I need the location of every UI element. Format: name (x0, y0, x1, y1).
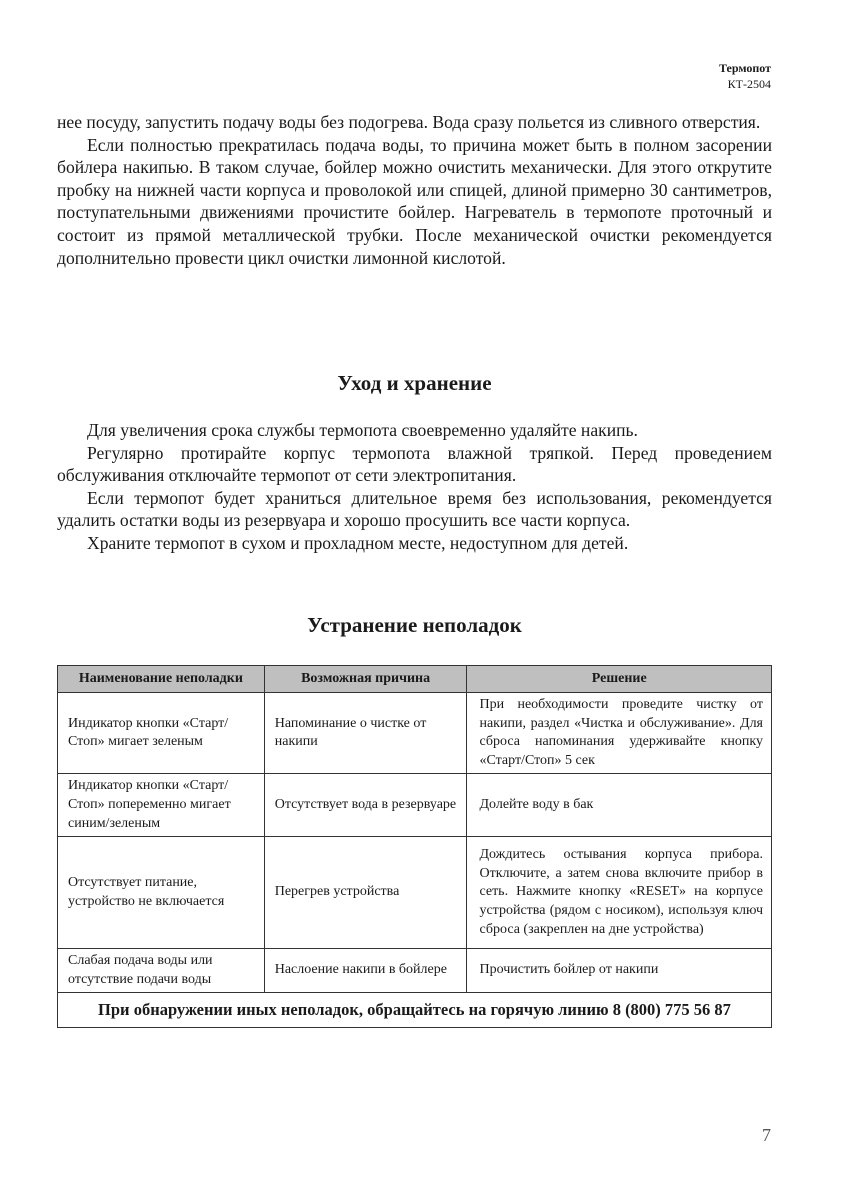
page-header (719, 60, 771, 92)
intro-paragraph-1: нее посуду, запустить подачу воды без подогрева. Вода сразу польется из сливного отверстия. (57, 112, 761, 132)
solution-cell: Дождитесь остывания корпуса прибора. Отключите, а затем снова включите прибор в сеть. Нажмите кнопку «RESET» на корпусе устройства (рядом с носиком), используя ключ сброса (закреплен на дне устройства) (467, 837, 772, 949)
cause-cell: Перегрев устройства (264, 837, 467, 949)
table-row (58, 837, 772, 949)
fault-cell: Индикатор кнопки «Старт/Стоп» мигает зеленым (58, 693, 265, 774)
table-row (58, 774, 772, 837)
cause-cell: Наслоение накипи в бойлере (264, 949, 467, 993)
hotline-note: При обнаружении иных неполадок, обращайтесь на горячую линию 8 (800) 775 56 87 (58, 993, 772, 1028)
header-product-name: Термопот (718, 61, 771, 75)
intro-text (57, 111, 772, 269)
page-number: 7 (762, 1125, 771, 1145)
fault-cell: Отсутствует питание, устройство не включается (58, 837, 265, 949)
care-paragraph-3: Если термопот будет храниться длительное время без использования, рекомендуется удалить остатки воды из резервуара и хорошо просушить все части корпуса. (57, 487, 772, 531)
table-row (58, 693, 772, 774)
header-model-code: КТ-2504 (727, 77, 771, 91)
fault-cell: Слабая подача воды или отсутствие подачи воды (58, 949, 265, 993)
intro-paragraph-2: Если полностью прекратилась подача воды, то причина может быть в полном засорении бойлера накипью. В таком случае, бойлер можно очистить механически. Для этого открутите пробку на нижней части корпуса и проволокой или спицей, длиной примерно 30 сантиметров, поступательными движениями прочистите бойлер. Нагреватель в термопоте проточный и состоит из прямой металлической трубки. После механической очистки рекомендуется дополнительно провести цикл очистки лимонной кислотой. (57, 134, 772, 268)
column-header-fault: Наименование неполадки (58, 666, 265, 693)
cause-cell: Напоминание о чистке от накипи (264, 693, 467, 774)
column-header-solution: Решение (467, 666, 772, 693)
table-header-row (58, 666, 772, 693)
troubleshooting-table (57, 665, 772, 1028)
care-section-title: Уход и хранение (337, 371, 492, 395)
solution-cell: Долейте воду в бак (467, 774, 772, 837)
troubleshooting-section-title: Устранение неполадок (307, 613, 522, 637)
table-row (58, 949, 772, 993)
cause-cell: Отсутствует вода в резервуаре (264, 774, 467, 837)
care-paragraph-4: Храните термопот в сухом и прохладном месте, недоступном для детей. (87, 532, 629, 553)
care-paragraph-1: Для увеличения срока службы термопота своевременно удаляйте накипь. (87, 420, 638, 440)
table-footer-row (58, 993, 772, 1028)
care-text (57, 419, 772, 555)
column-header-cause: Возможная причина (264, 666, 467, 693)
solution-cell: При необходимости проведите чистку от накипи, раздел «Чистка и обслуживание». Для сброса напоминания удерживайте кнопку «Старт/Стоп» 5 сек (467, 693, 772, 774)
solution-cell: Прочистить бойлер от накипи (467, 949, 772, 993)
fault-cell: Индикатор кнопки «Старт/Стоп» попеременно мигает синим/зеленым (58, 774, 265, 837)
care-paragraph-2: Регулярно протирайте корпус термопота влажной тряпкой. Перед проведением обслуживания отключайте термопот от сети электропитания. (57, 442, 772, 486)
